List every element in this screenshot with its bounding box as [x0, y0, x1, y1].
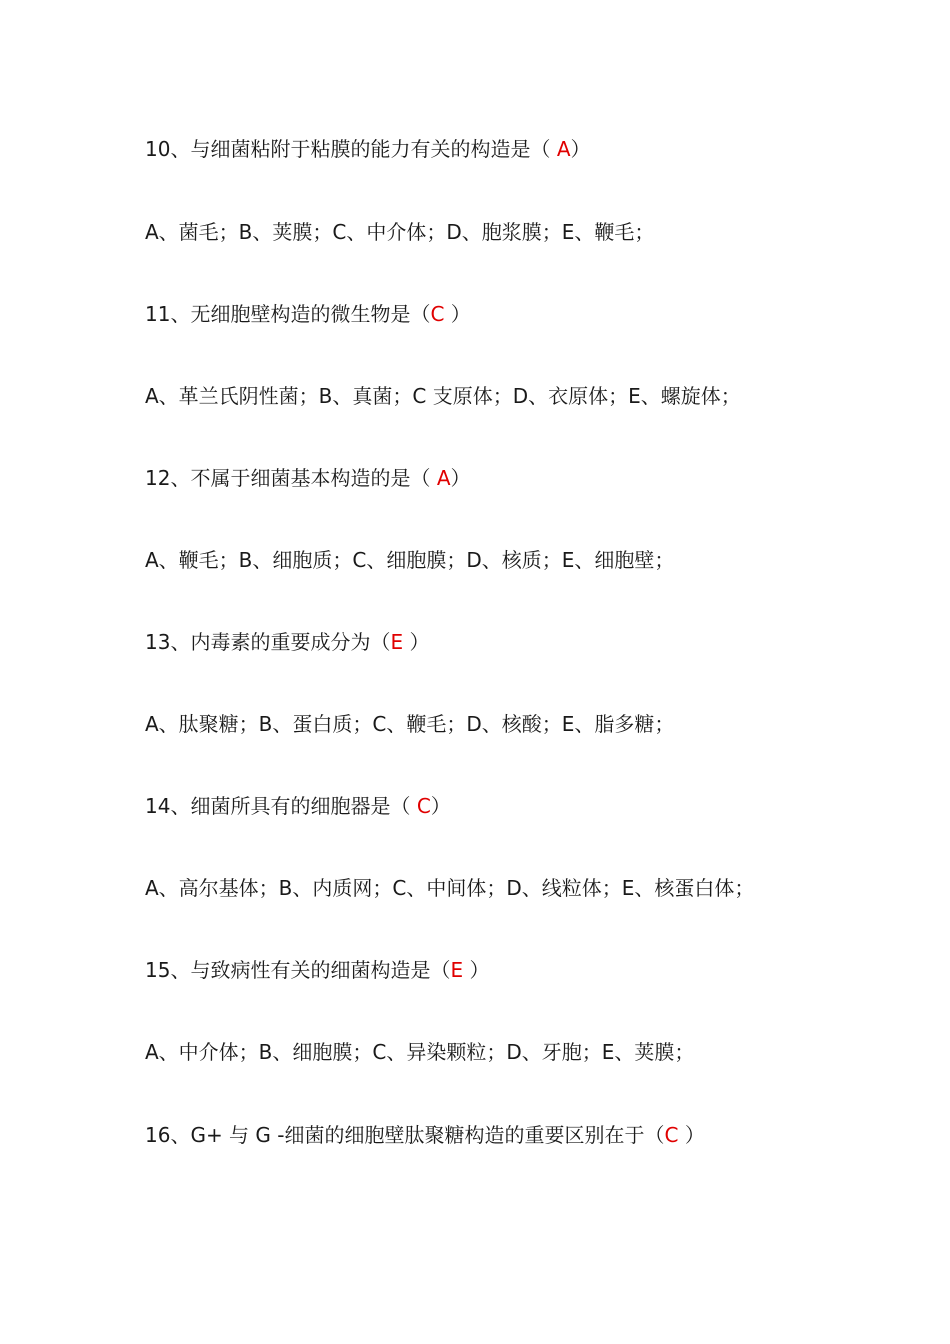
- question-12: [145, 463, 471, 493]
- question-11: [145, 299, 471, 329]
- answer-letter: A: [436, 466, 451, 490]
- question-15: [145, 955, 489, 985]
- options-11: A、革兰氏阴性菌；B、真菌；C 支原体；D、衣原体；E、螺旋体；: [145, 384, 741, 408]
- question-stem: 10、与细菌粘附于粘膜的能力有关的构造是（: [145, 137, 557, 161]
- answer-letter: E: [450, 958, 464, 982]
- question-stem-end: ）: [450, 466, 471, 490]
- answer-letter: C: [664, 1123, 679, 1147]
- answer-letter: E: [390, 630, 404, 654]
- question-13: [145, 627, 429, 657]
- options-10: A、菌毛；B、荚膜；C、中介体；D、胞浆膜；E、鞭毛；: [145, 220, 655, 244]
- answer-letter: C: [430, 302, 445, 326]
- options-12: A、鞭毛；B、细胞质；C、细胞膜；D、核质；E、细胞壁；: [145, 548, 675, 572]
- question-stem-end: ）: [463, 958, 490, 982]
- answer-letter: C: [416, 794, 431, 818]
- options-13: A、肽聚糖；B、蛋白质；C、鞭毛；D、核酸；E、脂多糖；: [145, 712, 675, 736]
- question-stem-end: ）: [403, 630, 430, 654]
- question-stem: 12、不属于细菌基本构造的是（: [145, 466, 437, 490]
- question-stem-end: ）: [430, 794, 451, 818]
- question-stem-end: ）: [570, 137, 591, 161]
- question-stem-end: ）: [444, 302, 471, 326]
- question-14: [145, 791, 451, 821]
- question-stem: 13、内毒素的重要成分为（: [145, 630, 391, 654]
- question-stem: 11、无细胞壁构造的微生物是（: [145, 302, 431, 326]
- question-10: [145, 134, 591, 164]
- question-stem: 15、与致病性有关的细菌构造是（: [145, 958, 451, 982]
- question-stem-end: ）: [678, 1123, 705, 1147]
- question-stem: 16、G+ 与 G -细菌的细胞壁肽聚糖构造的重要区别在于（: [145, 1123, 665, 1147]
- question-16: [145, 1120, 705, 1150]
- answer-letter: A: [556, 137, 571, 161]
- question-stem: 14、细菌所具有的细胞器是（: [145, 794, 417, 818]
- options-14: A、高尔基体；B、内质网；C、中间体；D、线粒体；E、核蛋白体；: [145, 876, 755, 900]
- options-15: A、中介体；B、细胞膜；C、异染颗粒；D、牙胞；E、荚膜；: [145, 1040, 695, 1064]
